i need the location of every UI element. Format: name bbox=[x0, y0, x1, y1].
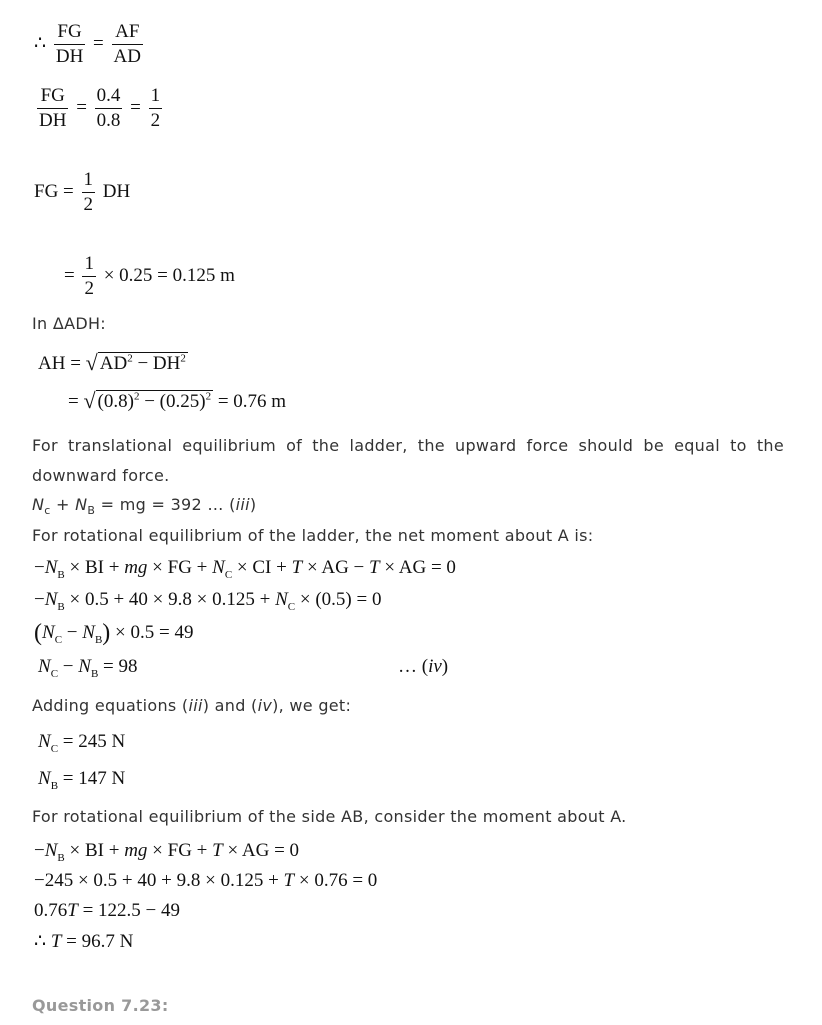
eq-fg-value bbox=[64, 252, 235, 301]
subscript-c: c bbox=[44, 504, 51, 518]
minus-sign: − bbox=[137, 353, 149, 374]
numerator-fg: FG bbox=[54, 20, 85, 45]
coef-076: 0.76 bbox=[34, 900, 68, 921]
subscript-b: B bbox=[57, 568, 65, 581]
minus-sign: − bbox=[34, 840, 45, 861]
moment-line-4 bbox=[38, 656, 138, 680]
term-025: (0.25) bbox=[159, 391, 206, 412]
nb-result bbox=[38, 768, 125, 792]
fraction-half bbox=[82, 252, 96, 301]
ab-line-1 bbox=[34, 840, 299, 864]
moment-line-1 bbox=[34, 557, 456, 581]
ah-lhs: AH = bbox=[38, 353, 81, 374]
n-symbol: N bbox=[44, 840, 58, 861]
n-symbol: N bbox=[82, 622, 95, 643]
nc-result bbox=[38, 731, 125, 755]
ab-line-2 bbox=[34, 870, 377, 892]
nb-value: = 147 N bbox=[58, 768, 126, 789]
subscript-b: B bbox=[57, 600, 65, 613]
ab-line-3 bbox=[34, 900, 180, 922]
subscript-b: B bbox=[50, 779, 59, 792]
moment-result-98: = 98 bbox=[98, 656, 138, 677]
rotational-ab-text: For rotational equilibrium of the side AB, consider the moment about A. bbox=[32, 807, 627, 826]
sqrt-expression: √ $AD^2 - DH^2$ bbox=[85, 350, 186, 375]
term-ci: × CI + bbox=[232, 557, 292, 578]
subscript-c: C bbox=[224, 568, 233, 581]
n-symbol: N bbox=[44, 589, 58, 610]
ab-line-4 bbox=[34, 930, 133, 953]
n-symbol: N bbox=[75, 495, 88, 514]
numerator-04: 0.4 bbox=[95, 84, 123, 109]
equals-sign: = bbox=[76, 96, 87, 118]
moment-end: × (0.5) = 0 bbox=[295, 589, 382, 610]
ab-numeric-terms: −245 × 0.5 + 40 + 9.8 × 0.125 + bbox=[34, 870, 284, 891]
subscript-b: B bbox=[94, 633, 103, 646]
equals-sign: = bbox=[68, 391, 79, 412]
fraction-fg-dh bbox=[54, 20, 85, 69]
fg-value-text: × 0.25 = 0.125 m bbox=[103, 264, 235, 286]
numerator-1: 1 bbox=[82, 168, 96, 193]
exponent-2: 2 bbox=[205, 390, 212, 403]
n-symbol: N bbox=[38, 768, 51, 789]
adding-prefix: Adding equations ( bbox=[32, 696, 189, 715]
t-symbol: T bbox=[369, 557, 380, 578]
ab-line-2-end: × 0.76 = 0 bbox=[294, 870, 378, 891]
n-symbol: N bbox=[38, 731, 51, 752]
rhs-dh: DH bbox=[102, 180, 131, 202]
ah-result: = 0.76 m bbox=[217, 391, 287, 412]
subscript-c: C bbox=[54, 633, 63, 646]
denominator-2: 2 bbox=[150, 110, 161, 131]
ad-term: AD bbox=[99, 353, 128, 374]
t-symbol: T bbox=[212, 840, 223, 861]
exponent-2: 2 bbox=[180, 352, 186, 365]
eq-fg-dh-af-ad bbox=[34, 20, 146, 69]
denominator-dh: DH bbox=[39, 110, 67, 131]
mg-symbol: mg bbox=[124, 840, 148, 861]
question-heading: Question 7.23: bbox=[32, 996, 169, 1015]
minus-sign: − bbox=[34, 589, 45, 610]
therefore-symbol: ∴ bbox=[34, 931, 51, 952]
minus-sign: − bbox=[34, 557, 45, 578]
subscript-c: C bbox=[287, 600, 296, 613]
eq-ah-value bbox=[68, 388, 286, 414]
rotational-ladder-text: For rotational equilibrium of the ladder, the net moment about A is: bbox=[32, 526, 594, 545]
n-symbol: N bbox=[42, 622, 55, 643]
lhs-fg: FG bbox=[34, 180, 59, 202]
mg-symbol: mg bbox=[124, 557, 148, 578]
numerator-1: 1 bbox=[82, 252, 96, 277]
ref-iv: iv bbox=[257, 696, 273, 715]
eq-label-iv bbox=[398, 656, 448, 678]
plus-sign: + bbox=[50, 495, 76, 514]
equals-sign: = bbox=[63, 180, 74, 202]
n-symbol: N bbox=[32, 495, 45, 514]
denominator-ad: AD bbox=[113, 46, 141, 67]
denominator-dh: DH bbox=[55, 46, 84, 67]
term-08: (0.8) bbox=[97, 391, 134, 412]
term-bi: × BI + bbox=[64, 557, 125, 578]
moment-result-49: × 0.5 = 49 bbox=[110, 622, 194, 643]
label-prefix: … ( bbox=[398, 656, 429, 677]
eq-fg-dh-ratio bbox=[34, 84, 165, 133]
fraction-04-08 bbox=[95, 84, 123, 133]
moment-terms: × 0.5 + 40 × 9.8 × 0.125 + bbox=[64, 589, 276, 610]
t-symbol: T bbox=[50, 931, 62, 952]
therefore-symbol: ∴ bbox=[34, 32, 47, 54]
minus-sign: − bbox=[144, 391, 155, 412]
term-ag-zero: × AG = 0 bbox=[379, 557, 456, 578]
tension-result: = 96.7 N bbox=[61, 931, 134, 952]
subscript-c: C bbox=[50, 667, 59, 680]
term-ag-zero: × AG = 0 bbox=[222, 840, 300, 861]
adding-equations-text bbox=[32, 696, 351, 715]
exponent-2: 2 bbox=[127, 352, 133, 365]
eq-ah-root bbox=[38, 350, 188, 376]
fraction-af-ad bbox=[112, 20, 143, 69]
eq-iii-rest: = mg = 392 … ( bbox=[95, 495, 236, 514]
moment-line-2 bbox=[34, 589, 381, 613]
nc-value: = 245 N bbox=[58, 731, 126, 752]
numerator-1: 1 bbox=[149, 84, 163, 109]
eq-iii bbox=[32, 495, 256, 517]
label-suffix: ) bbox=[441, 656, 449, 677]
fraction-1-2 bbox=[149, 84, 163, 133]
translational-text: For translational equilibrium of the ladder, the upward force should be equal to the downward force. bbox=[32, 436, 784, 485]
numerator-fg: FG bbox=[37, 84, 68, 109]
t-symbol: T bbox=[283, 870, 295, 891]
n-symbol: N bbox=[44, 557, 58, 578]
eq-fg-half-dh bbox=[34, 168, 130, 217]
moment-line-3 bbox=[34, 620, 193, 647]
n-symbol: N bbox=[38, 656, 51, 677]
adding-suffix: ), we get: bbox=[272, 696, 352, 715]
close-paren: ) bbox=[102, 620, 111, 646]
numerator-af: AF bbox=[112, 20, 143, 45]
dh-term: DH bbox=[152, 353, 181, 374]
label-iv: iv bbox=[428, 656, 442, 677]
equals-sign: = bbox=[64, 264, 75, 286]
subscript-c: C bbox=[50, 742, 59, 755]
t-symbol: T bbox=[291, 557, 303, 578]
denominator-2: 2 bbox=[83, 194, 94, 215]
minus-sign: − bbox=[58, 656, 79, 677]
term-fg: × FG + bbox=[147, 840, 213, 861]
subscript-b: B bbox=[57, 851, 65, 864]
term-ag: × AG − bbox=[302, 557, 370, 578]
n-symbol: N bbox=[212, 557, 225, 578]
open-paren: ( bbox=[34, 620, 42, 646]
term-bi: × BI + bbox=[64, 840, 125, 861]
equals-sign: = bbox=[130, 96, 141, 118]
translational-paragraph bbox=[32, 431, 784, 491]
fraction-half bbox=[82, 168, 96, 217]
fraction-fg-dh-2 bbox=[37, 84, 68, 133]
in-adh-label: In ΔADH: bbox=[32, 314, 106, 333]
equals-sign: = bbox=[93, 32, 104, 54]
close-paren: ) bbox=[249, 495, 257, 514]
subscript-b: B bbox=[90, 667, 99, 680]
sqrt-numeric: √ $(0.8)^2 - (0.25)^2$ bbox=[83, 388, 212, 413]
denominator-2: 2 bbox=[84, 278, 94, 299]
adding-mid: ) and ( bbox=[202, 696, 258, 715]
n-symbol: N bbox=[78, 656, 91, 677]
subscript-b: B bbox=[87, 504, 96, 518]
denominator-08: 0.8 bbox=[96, 110, 121, 131]
exponent-2: 2 bbox=[133, 390, 140, 403]
ab-line-3-rhs: = 122.5 − 49 bbox=[77, 900, 181, 921]
t-symbol: T bbox=[67, 900, 78, 921]
term-fg: × FG + bbox=[147, 557, 213, 578]
eq-label-iii: iii bbox=[235, 495, 250, 514]
n-symbol: N bbox=[275, 589, 288, 610]
ref-iii: iii bbox=[188, 696, 203, 715]
minus-sign: − bbox=[62, 622, 83, 643]
